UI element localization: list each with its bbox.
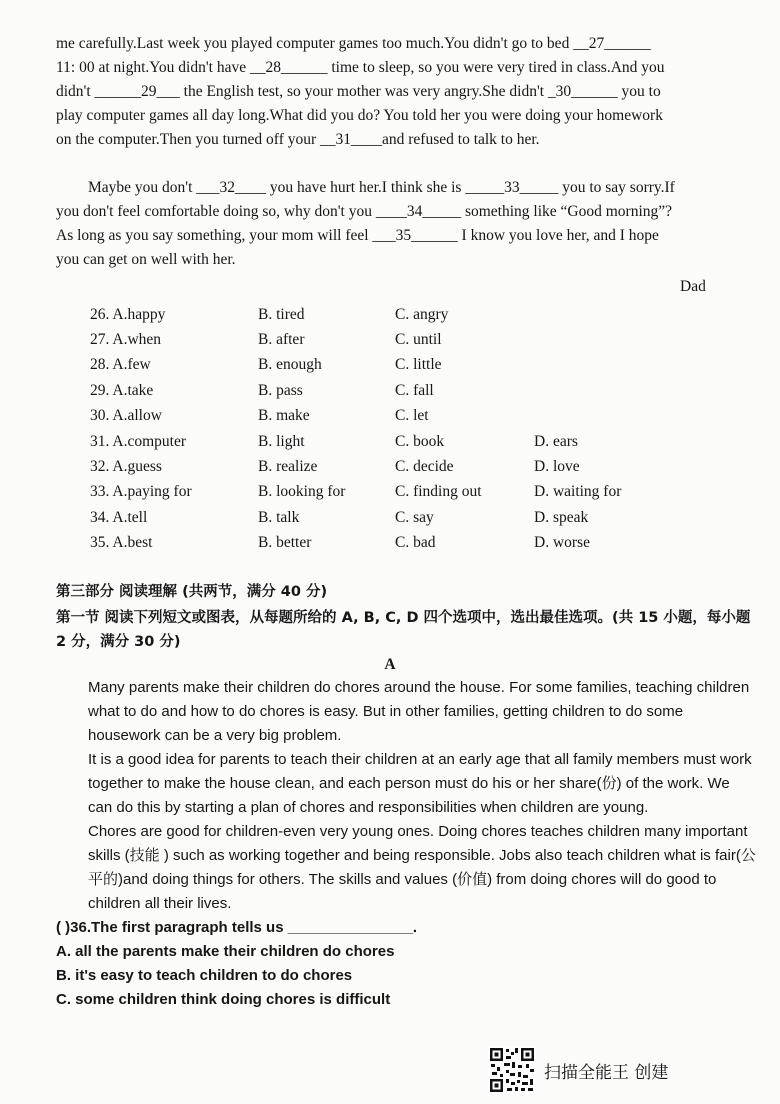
option-d: D. waiting for bbox=[534, 483, 622, 501]
reading-passage bbox=[56, 676, 756, 916]
option-a: 33. A.paying for bbox=[90, 483, 192, 501]
option-d: D. ears bbox=[534, 432, 578, 450]
option-row bbox=[90, 429, 674, 454]
cloze-options bbox=[90, 302, 674, 556]
option-a: 34. A.tell bbox=[90, 508, 148, 526]
option-b: B. make bbox=[258, 407, 310, 425]
section-title: 第三部分 阅读理解 (共两节，满分 40 分) bbox=[56, 584, 328, 600]
question-36 bbox=[56, 916, 417, 1012]
option-row bbox=[90, 378, 674, 403]
option-a: 27. A.when bbox=[90, 331, 162, 349]
option-c: C. little bbox=[395, 356, 442, 374]
question-option: C. some children think doing chores is difficult bbox=[56, 991, 391, 1008]
option-d: D. speak bbox=[534, 508, 589, 526]
option-row bbox=[90, 353, 674, 378]
option-row bbox=[90, 531, 674, 556]
option-row bbox=[90, 302, 674, 327]
option-c: C. let bbox=[395, 407, 429, 425]
option-b: B. light bbox=[258, 432, 305, 450]
letter-line: play computer games all day long.What did you do? You told her you were doing your homework bbox=[56, 107, 663, 124]
option-b: B. talk bbox=[258, 508, 300, 526]
scanner-watermark bbox=[488, 1046, 668, 1094]
option-c: C. finding out bbox=[395, 483, 482, 501]
letter-line: As long as you say something, your mom will feel ___35______ I know you love her, and I hope bbox=[56, 227, 659, 244]
option-c: C. until bbox=[395, 331, 442, 349]
option-a: 28. A.few bbox=[90, 356, 151, 374]
option-b: B. looking for bbox=[258, 483, 346, 501]
option-c: C. say bbox=[395, 508, 434, 526]
option-b: B. pass bbox=[258, 381, 303, 399]
question-option: A. all the parents make their children do chores bbox=[56, 943, 395, 960]
option-row bbox=[90, 505, 674, 530]
option-row bbox=[90, 454, 674, 479]
letter-paragraph-2 bbox=[56, 176, 756, 272]
option-b: B. after bbox=[258, 331, 305, 349]
option-c: C. book bbox=[395, 432, 445, 450]
option-b: B. realize bbox=[258, 458, 318, 476]
option-row bbox=[90, 327, 674, 352]
question-stem: ( )36.The first paragraph tells us _______________. bbox=[56, 919, 418, 936]
letter-line: you can get on well with her. bbox=[56, 251, 236, 268]
question-option: B. it's easy to teach children to do chores bbox=[56, 967, 353, 984]
letter-signature: Dad bbox=[680, 278, 706, 295]
option-b: B. enough bbox=[258, 356, 322, 374]
letter-paragraph-1 bbox=[56, 32, 756, 152]
option-c: C. bad bbox=[395, 534, 436, 552]
letter-line: me carefully.Last week you played computer games too much.You didn't go to bed __27______ bbox=[56, 35, 651, 52]
option-a: 35. A.best bbox=[90, 534, 153, 552]
option-d: D. worse bbox=[534, 534, 590, 552]
option-c: C. fall bbox=[395, 381, 434, 399]
option-c: C. angry bbox=[395, 305, 449, 323]
letter-line: 11: 00 at night.You didn't have __28______ time to sleep, so you were very tired in class.And you bbox=[56, 59, 665, 76]
option-a: 26. A.happy bbox=[90, 305, 166, 323]
passage-paragraph: It is a good idea for parents to teach their children at an early age that all family members must work together to make the house clean, and each person must do his or her share(份) of the work. We can do this by starting a plan of chores and responsibilities when children are young. bbox=[88, 751, 752, 816]
passage-paragraph: Many parents make their children do chores around the house. For some families, teaching children what to do and how to do chores is easy. But in other families, getting children to do some housework can be a very big problem. bbox=[88, 679, 750, 744]
section-subtitle: 第一节 阅读下列短文或图表，从每题所给的 A, B, C, D 四个选项中，选出最佳选项。(共 15 小题，每小题 2 分，满分 30 分) bbox=[56, 610, 751, 650]
letter-line: you don't feel comfortable doing so, why don't you ____34_____ something like “Good morning”? bbox=[56, 203, 673, 220]
option-row bbox=[90, 480, 674, 505]
letter-line: Maybe you don't ___32____ you have hurt her.I think she is _____33_____ you to say sorry.If bbox=[88, 179, 675, 196]
option-a: 32. A.guess bbox=[90, 458, 162, 476]
option-d: D. love bbox=[534, 458, 580, 476]
passage-heading: A bbox=[384, 656, 396, 673]
passage-paragraph: Chores are good for children-even very young ones. Doing chores teaches children many important skills (技能 ) such as working together and being responsible. Jobs also teach children what is fair(公平的)and doing things for others. The skills and values (价值) from doing chores will do good to children all their lives. bbox=[88, 823, 756, 912]
letter-line: didn't ______29___ the English test, so your mother was very angry.She didn't _30______ you to bbox=[56, 83, 661, 100]
option-b: B. better bbox=[258, 534, 312, 552]
letter-line: on the computer.Then you turned off your __31____and refused to talk to her. bbox=[56, 131, 540, 148]
qr-code-icon bbox=[488, 1046, 536, 1094]
option-b: B. tired bbox=[258, 305, 305, 323]
option-c: C. decide bbox=[395, 458, 454, 476]
option-a: 29. A.take bbox=[90, 381, 154, 399]
option-a: 31. A.computer bbox=[90, 432, 187, 450]
option-row bbox=[90, 404, 674, 429]
option-a: 30. A.allow bbox=[90, 407, 162, 425]
scanner-credit: 扫描全能王 创建 bbox=[544, 1062, 669, 1083]
